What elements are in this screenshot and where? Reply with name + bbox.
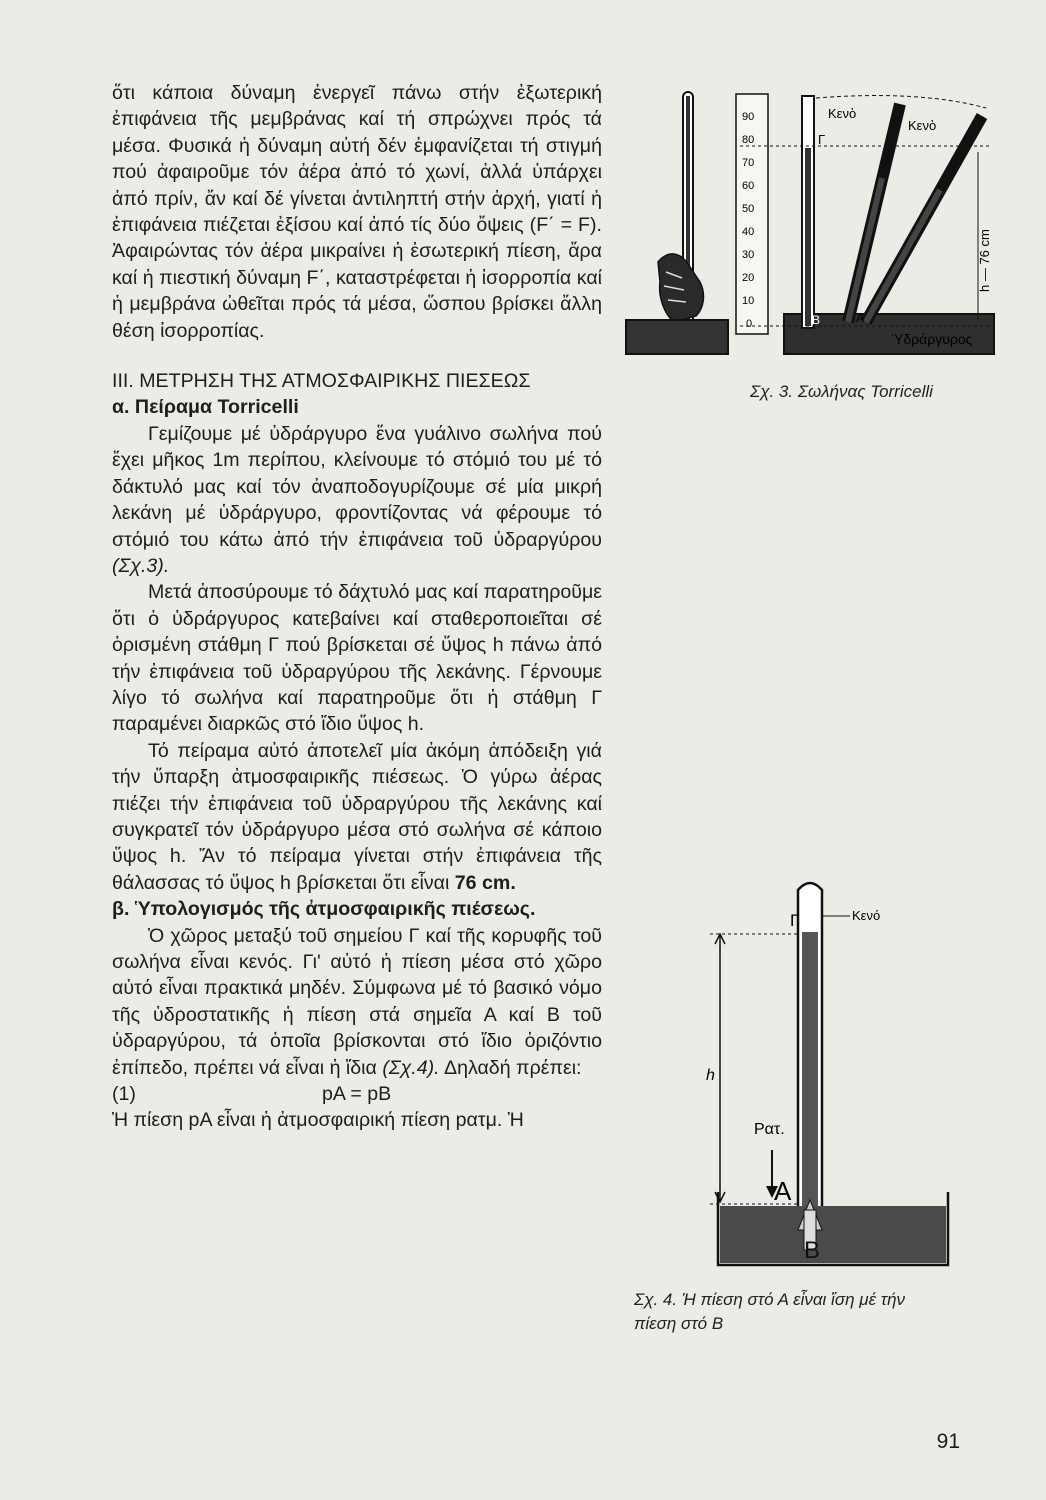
figure3-caption: Σχ. 3. Σωλήνας Torricelli [750,382,933,401]
equation-number: (1) [112,1083,136,1106]
scale-tick-0: 0 [746,318,753,330]
scale-tick-40: 40 [742,226,755,238]
fig4-label-A: A [774,1176,792,1206]
label-vacuum-2: Κενὸ [908,118,937,133]
figure4-illustration [700,870,970,1280]
scale-tick-20: 20 [742,272,755,284]
section-title: ΙΙΙ. ΜΕΤΡΗΣΗ ΤΗΣ ΑΤΜΟΣΦΑΙΡΙΚΗΣ ΠΙΕΣΕΩΣ [112,370,531,393]
label-mercury: Ὑδράργυρος [892,331,973,347]
scale-tick-30: 30 [742,249,755,261]
height-value: 76 cm. [454,871,516,894]
figure4-caption [634,1288,964,1336]
subsection-b-title: β. Ὑπολογισμός τῆς ἀτμοσφαιρικῆς πιέσεως. [112,898,536,921]
page-number: 91 [936,1430,960,1453]
scale-tick-60: 60 [742,180,755,192]
paragraph-membrane: ὅτι κάποια δύναμη ἐνεργεῖ πάνω στήν ἐξωτερική ἐπιφάνεια τῆς μεμβράνας καί τή σπρώχνει πρός τά μέσα. Φυσικά ἡ δύναμη αὐτή δέν ἐμφανίζεται τή στιγμή πού ἀφαιροῦμε τόν ἀέρα ἀπό τό χωνί, ἀλλά ὑπάρχει ἀπό πρίν, ἄν καί δέ γίνεται ἀντιληπτή στήν ἀρχή, γιατί ἡ ἐπιφάνεια πιέζεται ἐξίσου καί ἀπό τίς δύο ὄψεις (F΄ = F). Ἀφαιρώντας τόν ἀέρα μικραίνει ἡ ἐσωτερική πίεση, ἄρα καί ἡ πιεστική δύναμη F΄, καταστρέφεται ἡ ἰσορροπία καί ἡ μεμβράνα ὠθεῖται πρός τά μέσα, ὥσπου βρίσκει ἄλλη θέση ἰσορροπίας. [112,82,602,342]
scale-tick-10: 10 [742,295,755,307]
main-text-column [112,80,602,1134]
label-gamma: Γ [818,132,826,147]
figure3-illustration [620,82,1000,372]
label-height: h — 76 cm [977,229,992,292]
label-B: Β [812,313,821,327]
label-A: Α [856,311,865,325]
scale-tick-50: 50 [742,203,755,215]
paragraph-proof-text: Τό πείραμα αὐτό ἀποτελεῖ μία ἀκόμη ἀπόδειξη γιά τήν ὕπαρξη ἀτμοσφαιρικῆς πιέσεως. Ὁ γύρω ἀέρας πιέζει τήν ἐπιφάνεια τοῦ ὑδραργύρου τῆς λεκάνης καί συγκρατεῖ τόν ὑδράργυρο μέσα στό σωλήνα σέ κάποιο ὕψος h. Ἄν τό πείραμα γίνεται στήν ἐπιφάνεια τῆς θάλασσας τό ὕψος h βρίσκεται ὅτι εἶναι [112,739,602,894]
fig4-basin-mercury [720,1206,946,1263]
scale-tick-90: 90 [742,111,755,123]
basin-left [626,320,728,354]
scale-tick-80: 80 [742,134,755,146]
fig4-label-patm: Pατ. [754,1121,785,1138]
figure3-reference: (Σχ.3). [112,554,170,577]
subsection-a-title: α. Πείραμα Torricelli [112,396,299,419]
paragraph-proof [112,738,602,896]
paragraph-atm-pressure: Ἡ πίεση pA εἶναι ἡ ἀτμοσφαιρική πίεση pατμ. Ἡ [112,1109,524,1132]
label-vacuum-1: Κενὸ [828,106,857,121]
fig4-label-B: B [804,1237,821,1264]
paragraph-fill-tube [112,421,602,579]
equation-body: pA = pB [322,1083,392,1106]
paragraph-vacuum-text: Ὁ χῶρος μεταξύ τοῦ σημείου Γ καί τῆς κορυφῆς τοῦ σωλήνα εἶναι κενός. Γι' αὐτό ἡ πίεση μέσα στό χῶρο αὐτό εἶναι πρακτικά μηδέν. Σύμφωνα μέ τό βασικό νόμο τῆς ὑδροστατικῆς ἡ πίεση στά σημεῖα Α καί Β τοῦ ὑδραργύρου, τά ὁποῖα βρίσκονται στό ἴδιο ὁριζόντιο ἐπίπεδο, πρέπει νά εἶναι ἡ ἴδια [112,924,602,1079]
paragraph-vacuum-tail: Δηλαδή πρέπει: [443,1056,582,1079]
fig4-label-gamma: Γ [790,911,800,930]
paragraph-vacuum [112,923,602,1081]
paragraph-mercury-level: Μετά ἀποσύρουμε τό δάχτυλό μας καί παρατηροῦμε ὅτι ὁ ὑδράργυρος κατεβαίνει καί σταθεροποιεῖται σέ ὁρισμένη στάθμη Γ πού βρίσκεται σέ ὕψος h πάνω ἀπό τήν ἐπιφάνεια τοῦ ὑδραργύρου τῆς λεκάνης. Γέρνουμε λίγο τό σωλήνα καί παρατηροῦμε ὅτι ἡ στάθμη Γ παραμένει διαρκῶς στό ἴδιο ὕψος h. [112,581,602,736]
equation-1 [112,1081,602,1107]
figure4-caption-line2: πίεση στό Β [634,1314,724,1333]
fig4-label-vacuum: Κενό [852,908,881,923]
hand-icon [658,254,703,322]
scale-tick-70: 70 [742,157,755,169]
tube-vertical-mercury [805,148,811,326]
fig4-label-h: h [706,1067,715,1084]
figure4-reference: (Σχ.4). [382,1056,440,1079]
paragraph-fill-tube-text: Γεμίζουμε μέ ὑδράργυρο ἕνα γυάλινο σωλήνα πού ἔχει μῆκος 1m περίπου, κλείνουμε τό στόμιό του μέ τό δάκτυλό μας καί τόν ἀναποδογυρίζουμε σέ μία μικρή λεκάνη μέ ὑδράργυρο, φροντίζοντας νά φέρουμε τό στόμιό του κάτω ἀπό τήν ἐπιφάνεια τοῦ ὑδραργύρου [112,422,602,551]
figure4-caption-line1: Σχ. 4. Ἡ πίεση στό Α εἶναι ἴση μέ τήν [634,1290,906,1309]
